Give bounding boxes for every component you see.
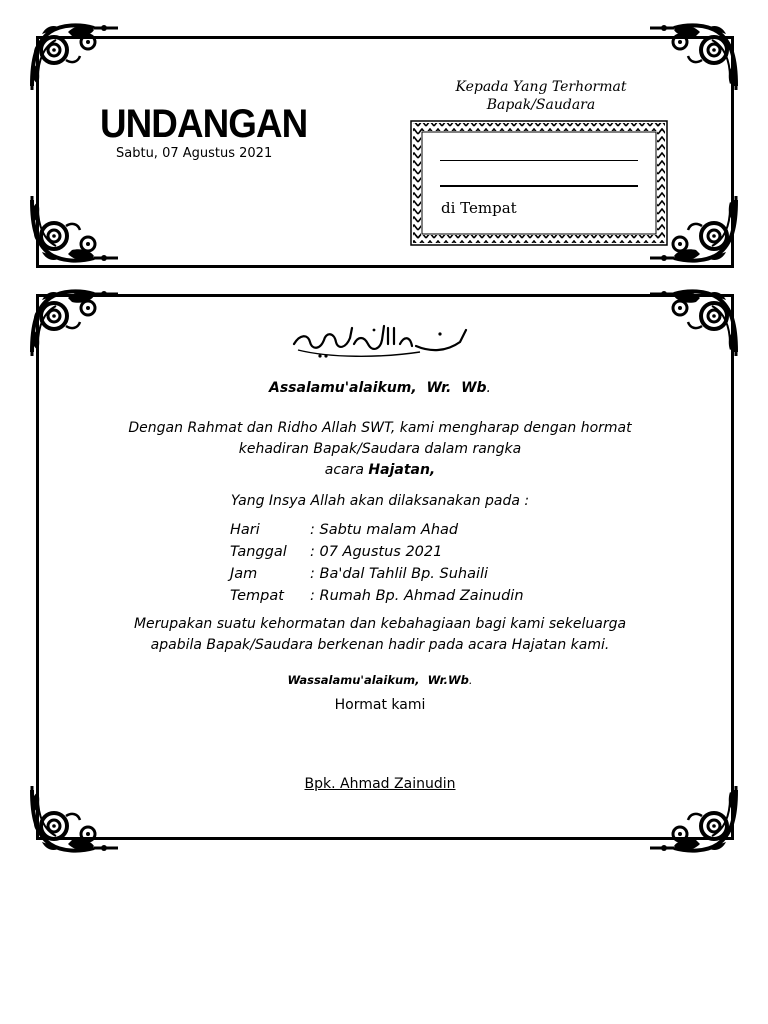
- address-heading: [410, 78, 672, 114]
- address-blank-line-1: [440, 160, 638, 161]
- detail-value: : Sabtu malam Ahad: [310, 522, 459, 538]
- greeting-text: Assalamu'alaikum,: [269, 380, 417, 396]
- closing-line-1: Merupakan suatu kehormatan dan kebahagiaan bagi kami sekeluarga: [133, 616, 627, 632]
- address-place: di Tempat: [441, 199, 517, 217]
- ornament-corner-icon: [28, 20, 120, 90]
- address-box-frame-icon: [410, 120, 668, 246]
- schedule-intro: Yang Insya Allah akan dilaksanakan pada :: [230, 493, 530, 509]
- ornament-corner-icon: [28, 196, 120, 266]
- farewell-dot: .: [468, 673, 473, 687]
- event-name: Hajatan,: [368, 462, 436, 478]
- detail-value: : Ba'dal Tahlil Bp. Suhaili: [310, 566, 489, 582]
- intro-line-3-prefix: acara: [324, 462, 364, 478]
- intro-line-3: [60, 460, 700, 481]
- address-line-2: Bapak/Saudara: [486, 97, 596, 113]
- intro-line-1: Dengan Rahmat dan Ridho Allah SWT, kami mengharap dengan hormat: [128, 420, 632, 436]
- greeting-wr: Wr.: [426, 380, 452, 396]
- address-line-1: Kepada Yang Terhormat: [455, 79, 627, 95]
- invitation-title: UNDANGAN: [100, 102, 308, 146]
- detail-value: : Rumah Bp. Ahmad Zainudin: [310, 588, 524, 604]
- ornament-corner-icon: [28, 286, 120, 356]
- signer-name-text: Bpk. Ahmad Zainudin: [304, 776, 456, 792]
- detail-row-place: [230, 585, 524, 607]
- detail-row-day: [230, 519, 458, 541]
- greeting-dot: .: [486, 380, 491, 396]
- signer-name: [60, 776, 700, 792]
- regards: Hormat kami: [334, 697, 426, 713]
- greeting: [60, 378, 700, 399]
- detail-row-time: [230, 563, 488, 585]
- detail-label: Tempat: [230, 588, 284, 604]
- detail-label: Hari: [230, 522, 260, 538]
- intro-line-2: kehadiran Bapak/Saudara dalam rangka: [238, 441, 522, 457]
- detail-row-date: [230, 541, 442, 563]
- greeting-wb: Wb: [461, 380, 487, 396]
- closing-paragraph: [60, 614, 700, 656]
- bismillah-calligraphy-icon: [290, 322, 470, 360]
- detail-value: : 07 Agustus 2021: [310, 544, 443, 560]
- closing-line-2: apabila Bapak/Saudara berkenan hadir pada acara Hajatan kami.: [150, 637, 610, 653]
- ornament-corner-icon: [28, 786, 120, 856]
- detail-label: Tanggal: [230, 544, 287, 560]
- ornament-corner-icon: [648, 786, 740, 856]
- intro-paragraph: [60, 418, 700, 481]
- invitation-date: Sabtu, 07 Agustus 2021: [116, 146, 273, 161]
- address-blank-line-2: [440, 185, 638, 187]
- farewell-text: Wassalamu'alaikum,: [287, 673, 420, 687]
- farewell: [60, 670, 700, 691]
- detail-label: Jam: [230, 566, 258, 582]
- ornament-corner-icon: [648, 286, 740, 356]
- farewell-wr-wb: Wr.Wb: [427, 673, 469, 687]
